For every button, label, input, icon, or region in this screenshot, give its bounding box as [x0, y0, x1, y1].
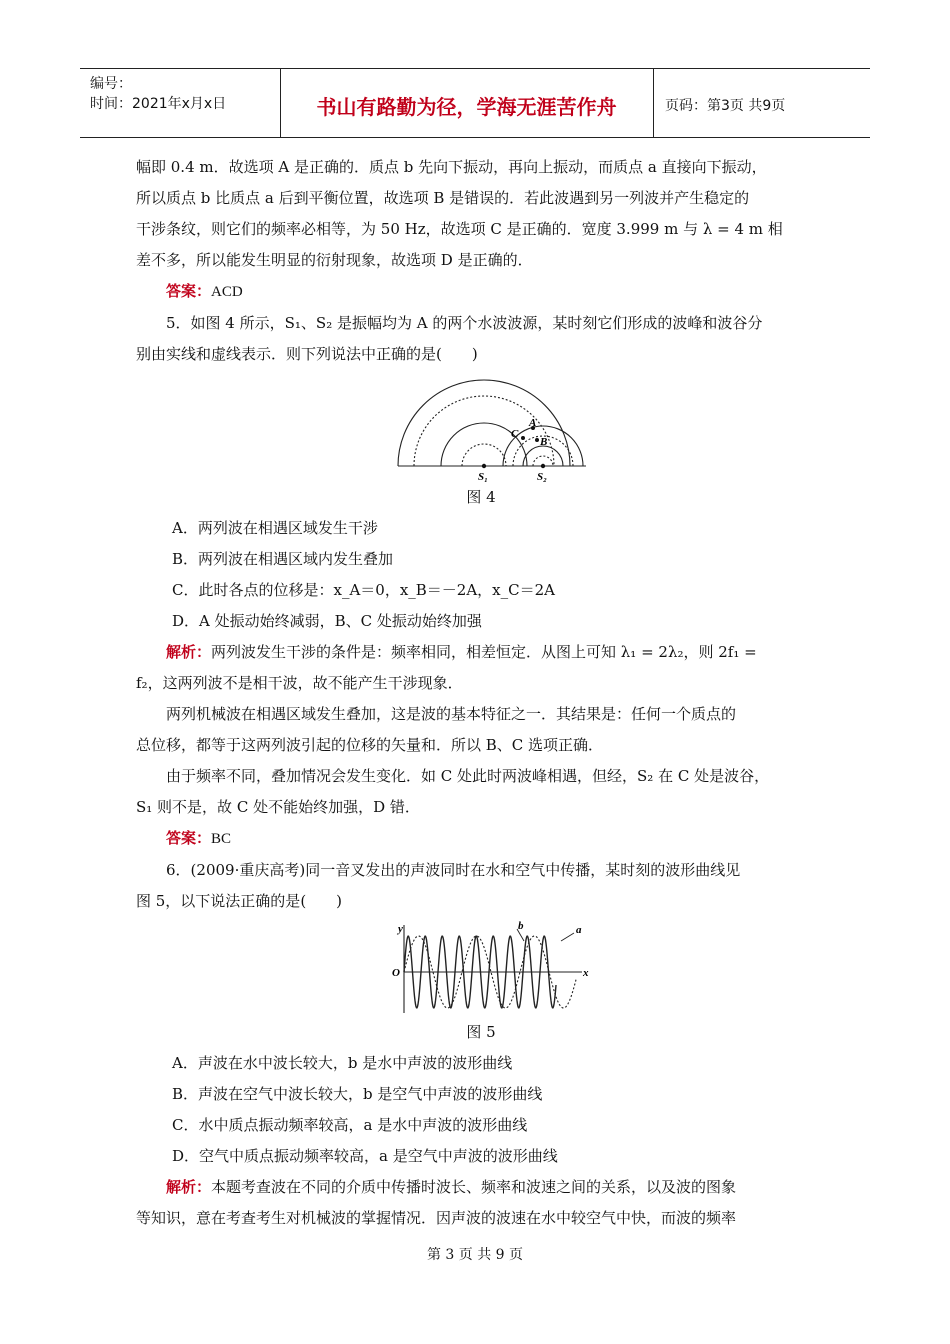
label-o: O — [392, 967, 400, 979]
label-c: C — [511, 428, 519, 440]
question-6: 6．(2009·重庆高考)同一音叉发出的声波同时在水和空气中传播，某时刻的波形曲线见 — [166, 861, 741, 879]
label-b: b — [518, 921, 524, 932]
answer-line — [136, 823, 826, 855]
page-label: 页码：第3页 共9页 — [665, 98, 786, 114]
document-body — [136, 152, 826, 1234]
number-label: 编号： — [90, 76, 132, 92]
q5-option-c: C．此时各点的位移是：x_A＝0，x_B＝－2A，x_C＝2A — [172, 581, 555, 599]
label-a: A — [529, 417, 537, 429]
text-line: 两列机械波在相遇区域发生叠加，这是波的基本特征之一．其结果是：任何一个质点的 — [166, 705, 737, 723]
time-label: 时间：2021年x月x日 — [90, 96, 227, 112]
answer-value: ACD — [211, 284, 243, 300]
text-line: 幅即 0.4 m．故选项 A 是正确的．质点 b 先向下振动，再向上振动，而质点 a 直接向下振动， — [136, 158, 767, 176]
q5-option-b: B．两列波在相遇区域内发生叠加 — [172, 550, 394, 568]
page-header — [80, 68, 870, 138]
figure-5-caption: 图 5 — [466, 1023, 496, 1041]
q6-option-b: B．声波在空气中波长较大，b 是空气中声波的波形曲线 — [172, 1085, 543, 1103]
analysis-line — [136, 1172, 826, 1203]
text-line: S₁ 则不是，故 C 处不能始终加强，D 错． — [136, 798, 420, 816]
analysis-label: 解析： — [166, 643, 212, 661]
figure-4-caption: 图 4 — [466, 488, 496, 506]
analysis-text: 两列波发生干涉的条件是：频率相同，相差恒定．从图上可知 λ₁ = 2λ₂，则 2f₁ = — [211, 643, 757, 661]
header-page-cell — [653, 69, 870, 137]
figure-5 — [136, 921, 826, 1017]
q5-option-a: A．两列波在相遇区域发生干涉 — [172, 519, 378, 537]
text-line: 总位移，都等于这两列波引起的位移的矢量和．所以 B、C 选项正确． — [136, 736, 604, 754]
question-6-cont: 图 5，以下说法正确的是( ) — [136, 892, 343, 910]
text-line: 干涉条纹，则它们的频率必相等，为 50 Hz，故选项 C 是正确的．宽度 3.999 m 与 λ = 4 m 相 — [136, 220, 783, 238]
label-b: B — [540, 436, 548, 448]
label-a: a — [576, 924, 582, 936]
source-s2-point — [541, 464, 545, 468]
page-footer: 第 3 页 共 9 页 — [426, 1247, 524, 1263]
q6-option-d: D．空气中质点振动频率较高，a 是空气中声波的波形曲线 — [172, 1147, 558, 1165]
text-line: 所以质点 b 比质点 a 后到平衡位置，故选项 B 是错误的．若此波遇到另一列波并产生稳定的 — [136, 189, 750, 207]
figure-5-diagram — [136, 921, 826, 1017]
question-5: 5．如图 4 所示，S₁、S₂ 是振幅均为 A 的两个水波波源，某时刻它们形成的波峰和波谷分 — [166, 314, 763, 332]
text-line: f₂，这两列波不是相干波，故不能产生干涉现象． — [136, 674, 463, 692]
label-x: x — [583, 967, 589, 979]
crest-s2-inner — [523, 446, 563, 466]
label-a-pointer — [561, 933, 574, 941]
header-motto-cell — [280, 69, 654, 137]
analysis-label: 解析： — [166, 1178, 212, 1196]
q6-option-c: C．水中质点振动频率较高，a 是水中声波的波形曲线 — [172, 1116, 528, 1134]
q5-option-d: D．A 处振动始终减弱，B、C 处振动始终加强 — [172, 612, 482, 630]
label-s1: S₁ — [478, 471, 488, 482]
trough-s1 — [414, 396, 554, 466]
label-s2: S₂ — [537, 471, 547, 482]
text-line: 差不多，所以能发生明显的衍射现象，故选项 D 是正确的． — [136, 251, 533, 269]
q6-option-a: A．声波在水中波长较大，b 是水中声波的波形曲线 — [172, 1054, 513, 1072]
motto: 书山有路勤为径，学海无涯苦作舟 — [316, 95, 617, 119]
header-meta — [80, 69, 281, 137]
answer-label: 答案： — [166, 282, 212, 300]
point-b — [535, 438, 539, 442]
point-c — [521, 436, 525, 440]
label-y: y — [398, 923, 403, 935]
source-s1-point — [482, 464, 486, 468]
text-line: 等知识，意在考查考生对机械波的掌握情况．因声波的波速在水中较空气中快，而波的频率 — [136, 1209, 737, 1227]
answer-label: 答案： — [166, 829, 212, 847]
figure-4 — [136, 374, 826, 482]
answer-line — [136, 276, 826, 308]
analysis-line — [136, 637, 826, 668]
text-line: 由于频率不同，叠加情况会发生变化．如 C 处此时两波峰相遇，但经，S₂ 在 C 处是波谷， — [166, 767, 770, 785]
analysis-text: 本题考查波在不同的介质中传播时波长、频率和波速之间的关系，以及波的图象 — [211, 1178, 737, 1196]
trough-s1-inner — [462, 444, 506, 466]
figure-4-diagram — [136, 374, 826, 482]
answer-value: BC — [211, 831, 232, 847]
question-5-cont: 别由实线和虚线表示．则下列说法中正确的是( ) — [136, 345, 478, 363]
